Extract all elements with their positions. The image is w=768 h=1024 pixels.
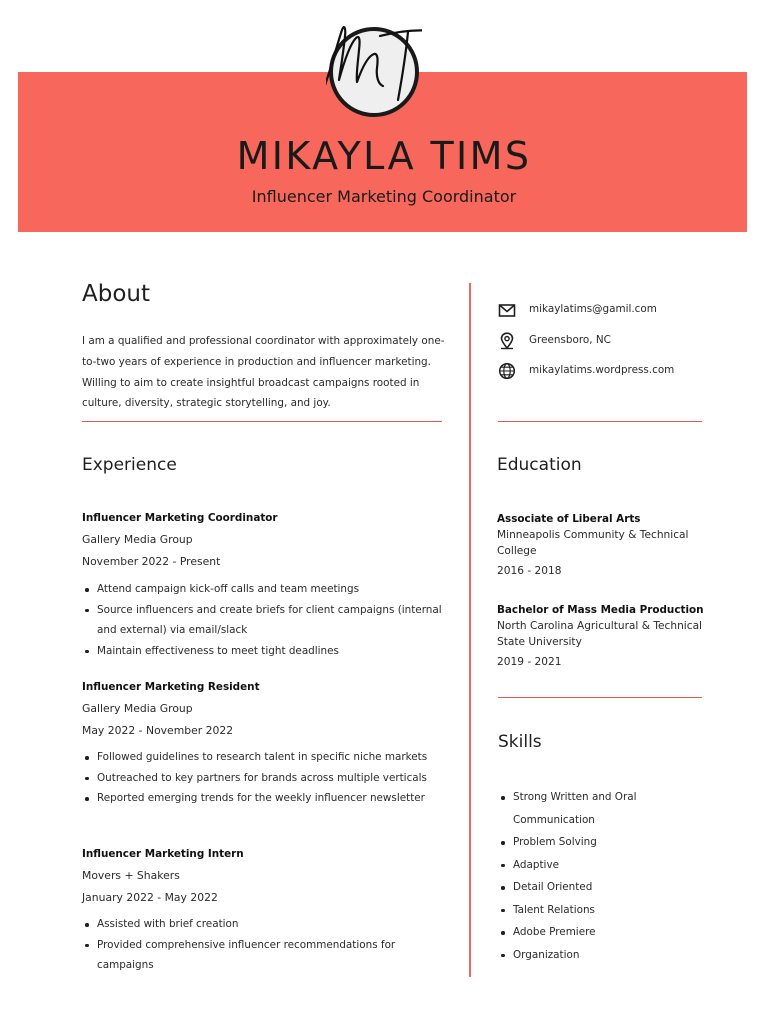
job-entry <box>82 510 452 661</box>
job-dates: November 2022 - Present <box>82 555 221 568</box>
job-dates: May 2022 - November 2022 <box>82 724 234 737</box>
education-entry <box>497 602 712 670</box>
job-bullets <box>82 747 452 809</box>
job-bullet: Assisted with brief creation <box>82 914 452 935</box>
job-bullet: Outreached to key partners for brands across multiple verticals <box>82 768 452 789</box>
job-title: Influencer Marketing Coordinator <box>82 512 278 524</box>
skills-heading: Skills <box>498 732 542 752</box>
job-bullet: Provided comprehensive influencer recommendations for campaigns <box>82 935 452 976</box>
skill-item: Talent Relations <box>498 899 688 922</box>
job-title: Influencer Marketing Resident <box>82 681 260 693</box>
job-bullet: Maintain effectiveness to meet tight deadlines <box>82 641 452 662</box>
skills-list <box>498 786 688 966</box>
education-school: North Carolina Agricultural & Technical State University <box>497 620 702 648</box>
about-heading: About <box>82 281 151 307</box>
job-entry <box>82 846 452 976</box>
education-heading: Education <box>497 455 582 475</box>
job-bullet: Source influencers and create briefs for client campaigns (internal and external) via email/slack <box>82 600 452 641</box>
candidate-name: MIKAYLA TIMS <box>236 134 532 178</box>
job-bullet: Attend campaign kick-off calls and team meetings <box>82 579 452 600</box>
globe-icon <box>498 362 516 380</box>
mail-icon <box>498 301 516 319</box>
job-title: Influencer Marketing Intern <box>82 848 244 860</box>
skill-item: Adaptive <box>498 854 688 877</box>
job-bullet: Followed guidelines to research talent in specific niche markets <box>82 747 452 768</box>
experience-heading: Experience <box>82 455 177 475</box>
skill-item: Detail Oriented <box>498 876 688 899</box>
column-divider <box>469 283 471 977</box>
job-dates: January 2022 - May 2022 <box>82 891 218 904</box>
location-pin-icon <box>498 332 516 350</box>
education-degree: Bachelor of Mass Media Production <box>497 604 704 616</box>
education-divider <box>498 697 702 698</box>
education-entry <box>497 511 712 579</box>
job-company: Movers + Shakers <box>82 869 180 882</box>
about-text: I am a qualified and professional coordinator with approximately one-to-two years of experience in production and influencer marketing. Willing to aim to create insightful broadcast campaigns rooted in culture, diversity, strategic storytelling, and joy. <box>82 335 445 410</box>
skill-item: Organization <box>498 944 688 967</box>
skill-item: Strong Written and Oral Communication <box>498 786 688 831</box>
contact-email-text: mikaylatims@gamil.com <box>529 303 657 315</box>
education-degree: Associate of Liberal Arts <box>497 513 641 525</box>
monogram-text: MT <box>373 78 375 79</box>
job-company: Gallery Media Group <box>82 702 193 715</box>
education-years: 2019 - 2021 <box>497 656 562 668</box>
contact-website-text: mikaylatims.wordpress.com <box>529 364 675 376</box>
about-divider <box>82 421 442 422</box>
candidate-role: Influencer Marketing Coordinator <box>251 187 517 206</box>
education-years: 2016 - 2018 <box>497 565 562 577</box>
job-bullet: Reported emerging trends for the weekly influencer newsletter <box>82 788 452 809</box>
job-company: Gallery Media Group <box>82 533 193 546</box>
skill-item: Problem Solving <box>498 831 688 854</box>
job-bullets <box>82 914 452 976</box>
job-entry <box>82 679 452 809</box>
contact-location-text: Greensboro, NC <box>529 334 611 346</box>
monogram-logo <box>326 22 422 118</box>
skill-item: Adobe Premiere <box>498 921 688 944</box>
contact-divider <box>498 421 702 422</box>
job-bullets <box>82 579 452 661</box>
education-school: Minneapolis Community & Technical College <box>497 529 689 557</box>
